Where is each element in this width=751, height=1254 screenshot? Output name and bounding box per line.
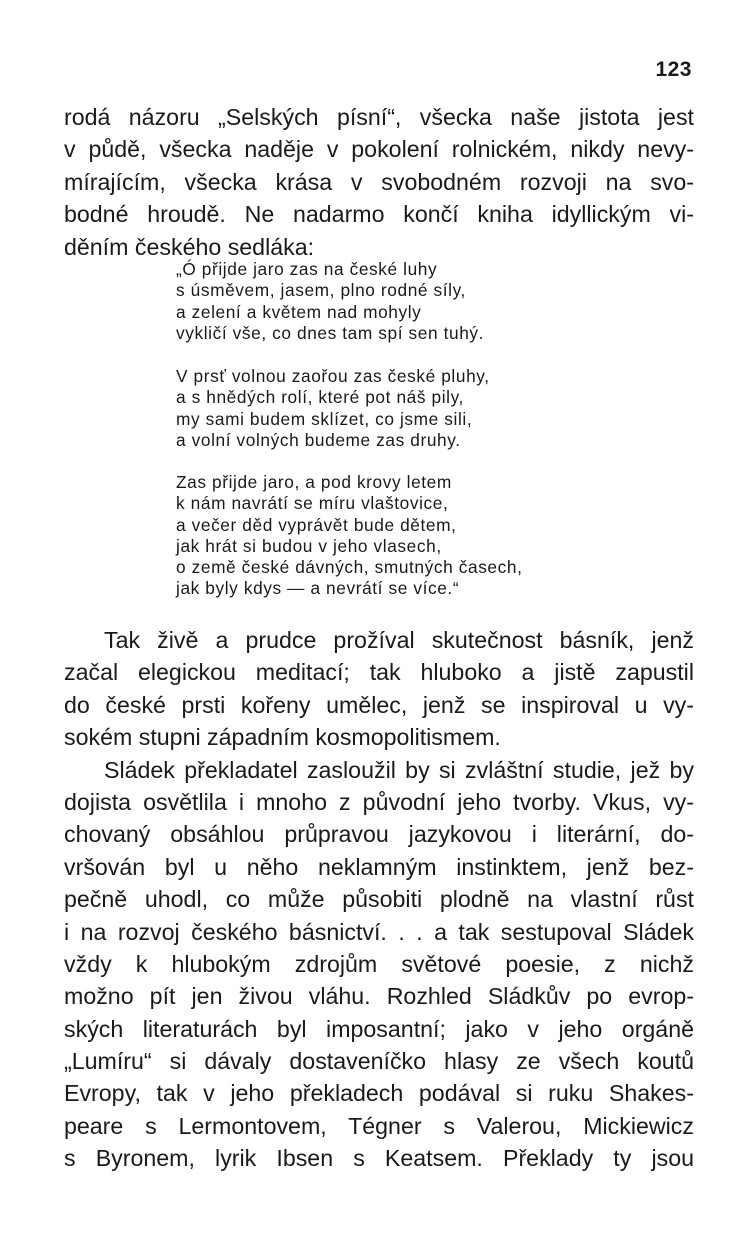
text-line: ských literaturách byl imposantní; jako v jeho orgáně bbox=[64, 1015, 694, 1042]
poem-verse: Zas přijde jaro, a pod krovy letem bbox=[176, 472, 452, 492]
text-line: „Lumíru“ si dávaly dostaveníčko hlasy ze všech koutů bbox=[64, 1048, 694, 1075]
text-line: začal elegickou meditací; tak hluboko a jistě zapustil bbox=[64, 659, 694, 686]
poem-verse: s úsměvem, jasem, plno rodné síly, bbox=[176, 280, 466, 301]
poem-verse: „Ó přijde jaro zas na české luhy bbox=[176, 259, 438, 279]
poem-verse: my sami budem sklízet, co jsme sili, bbox=[176, 408, 473, 429]
text-line: pečně uhodl, co může působiti plodně na vlastní růst bbox=[64, 886, 694, 913]
poem-verse: V prsť volnou zaořou zas české pluhy, bbox=[176, 366, 490, 386]
text-line: mírajícím, všecka krása v svobodném rozvoji na svo- bbox=[64, 168, 694, 195]
text-line: peare s Lermontovem, Tégner s Valerou, Mickiewicz bbox=[64, 1112, 694, 1139]
text-line: možno pít jen živou vláhu. Rozhled Sládkův po evrop- bbox=[64, 983, 694, 1010]
poem-verse: o země české dávných, smutných časech, bbox=[176, 557, 523, 578]
text-line: bodné hroudě. Ne nadarmo končí kniha idyllickým vi- bbox=[64, 201, 694, 228]
text-line: vršován byl u něho neklamným instinktem, jenž bez- bbox=[64, 853, 694, 880]
poem-verse: a večer děd vyprávět bude dětem, bbox=[176, 514, 457, 535]
body-text bbox=[64, 624, 694, 1175]
poem-verse: a s hnědých rolí, které pot náš pily, bbox=[176, 387, 464, 408]
page-number: 123 bbox=[655, 58, 692, 81]
text-line: s Byronem, lyrik Ibsen s Keatsem. Překlady ty jsou bbox=[64, 1145, 694, 1172]
text-line: dojista osvětlila i mnoho z původní jeho tvorby. Vkus, vy- bbox=[64, 788, 694, 815]
text-line: chovaný obsáhlou průpravou jazykovou i literární, do- bbox=[64, 821, 694, 848]
poem-stanza-1 bbox=[176, 259, 616, 344]
text-line: rodá názoru „Selských písní“, všecka naše jistota jest bbox=[64, 104, 694, 130]
intro-paragraph bbox=[64, 101, 694, 263]
poem-verse: a zelení a květem nad mohyly bbox=[176, 301, 422, 322]
text-line: do české prsti kořeny umělec, jenž se inspiroval u vy- bbox=[64, 691, 694, 718]
poem-verse: k nám navrátí se míru vlaštovice, bbox=[176, 493, 449, 514]
poem-verse: jak hrát si budou v jeho vlasech, bbox=[176, 535, 442, 556]
poem-verse: vykličí vše, co dnes tam spí sen tuhý. bbox=[176, 322, 485, 343]
text-line: Tak živě a prudce prožíval skutečnost básník, jenž bbox=[104, 627, 694, 653]
text-line: i na rozvoj českého básnictví. . . a tak sestupoval Sládek bbox=[64, 918, 694, 945]
text-line: Sládek překladatel zasloužil by si zvláštní studie, jež by bbox=[104, 756, 694, 783]
poem-verse: a volní volných budeme zas druhy. bbox=[176, 429, 461, 450]
text-line: děním českého sedláka: bbox=[64, 233, 315, 260]
poem-verse: jak byly kdys — a nevrátí se více.“ bbox=[176, 578, 460, 599]
text-line: Evropy, tak v jeho překladech podával si ruku Shakes- bbox=[64, 1080, 694, 1107]
text-line: vždy k hlubokým zdrojům světové poesie, z nichž bbox=[64, 950, 694, 977]
text-line: sokém stupni západním kosmopolitismem. bbox=[64, 724, 501, 751]
text-line: v půdě, všecka naděje v pokolení rolnickém, nikdy nevy- bbox=[64, 136, 694, 163]
poem-stanza-2 bbox=[176, 366, 616, 451]
poem-stanza-3 bbox=[176, 472, 616, 600]
